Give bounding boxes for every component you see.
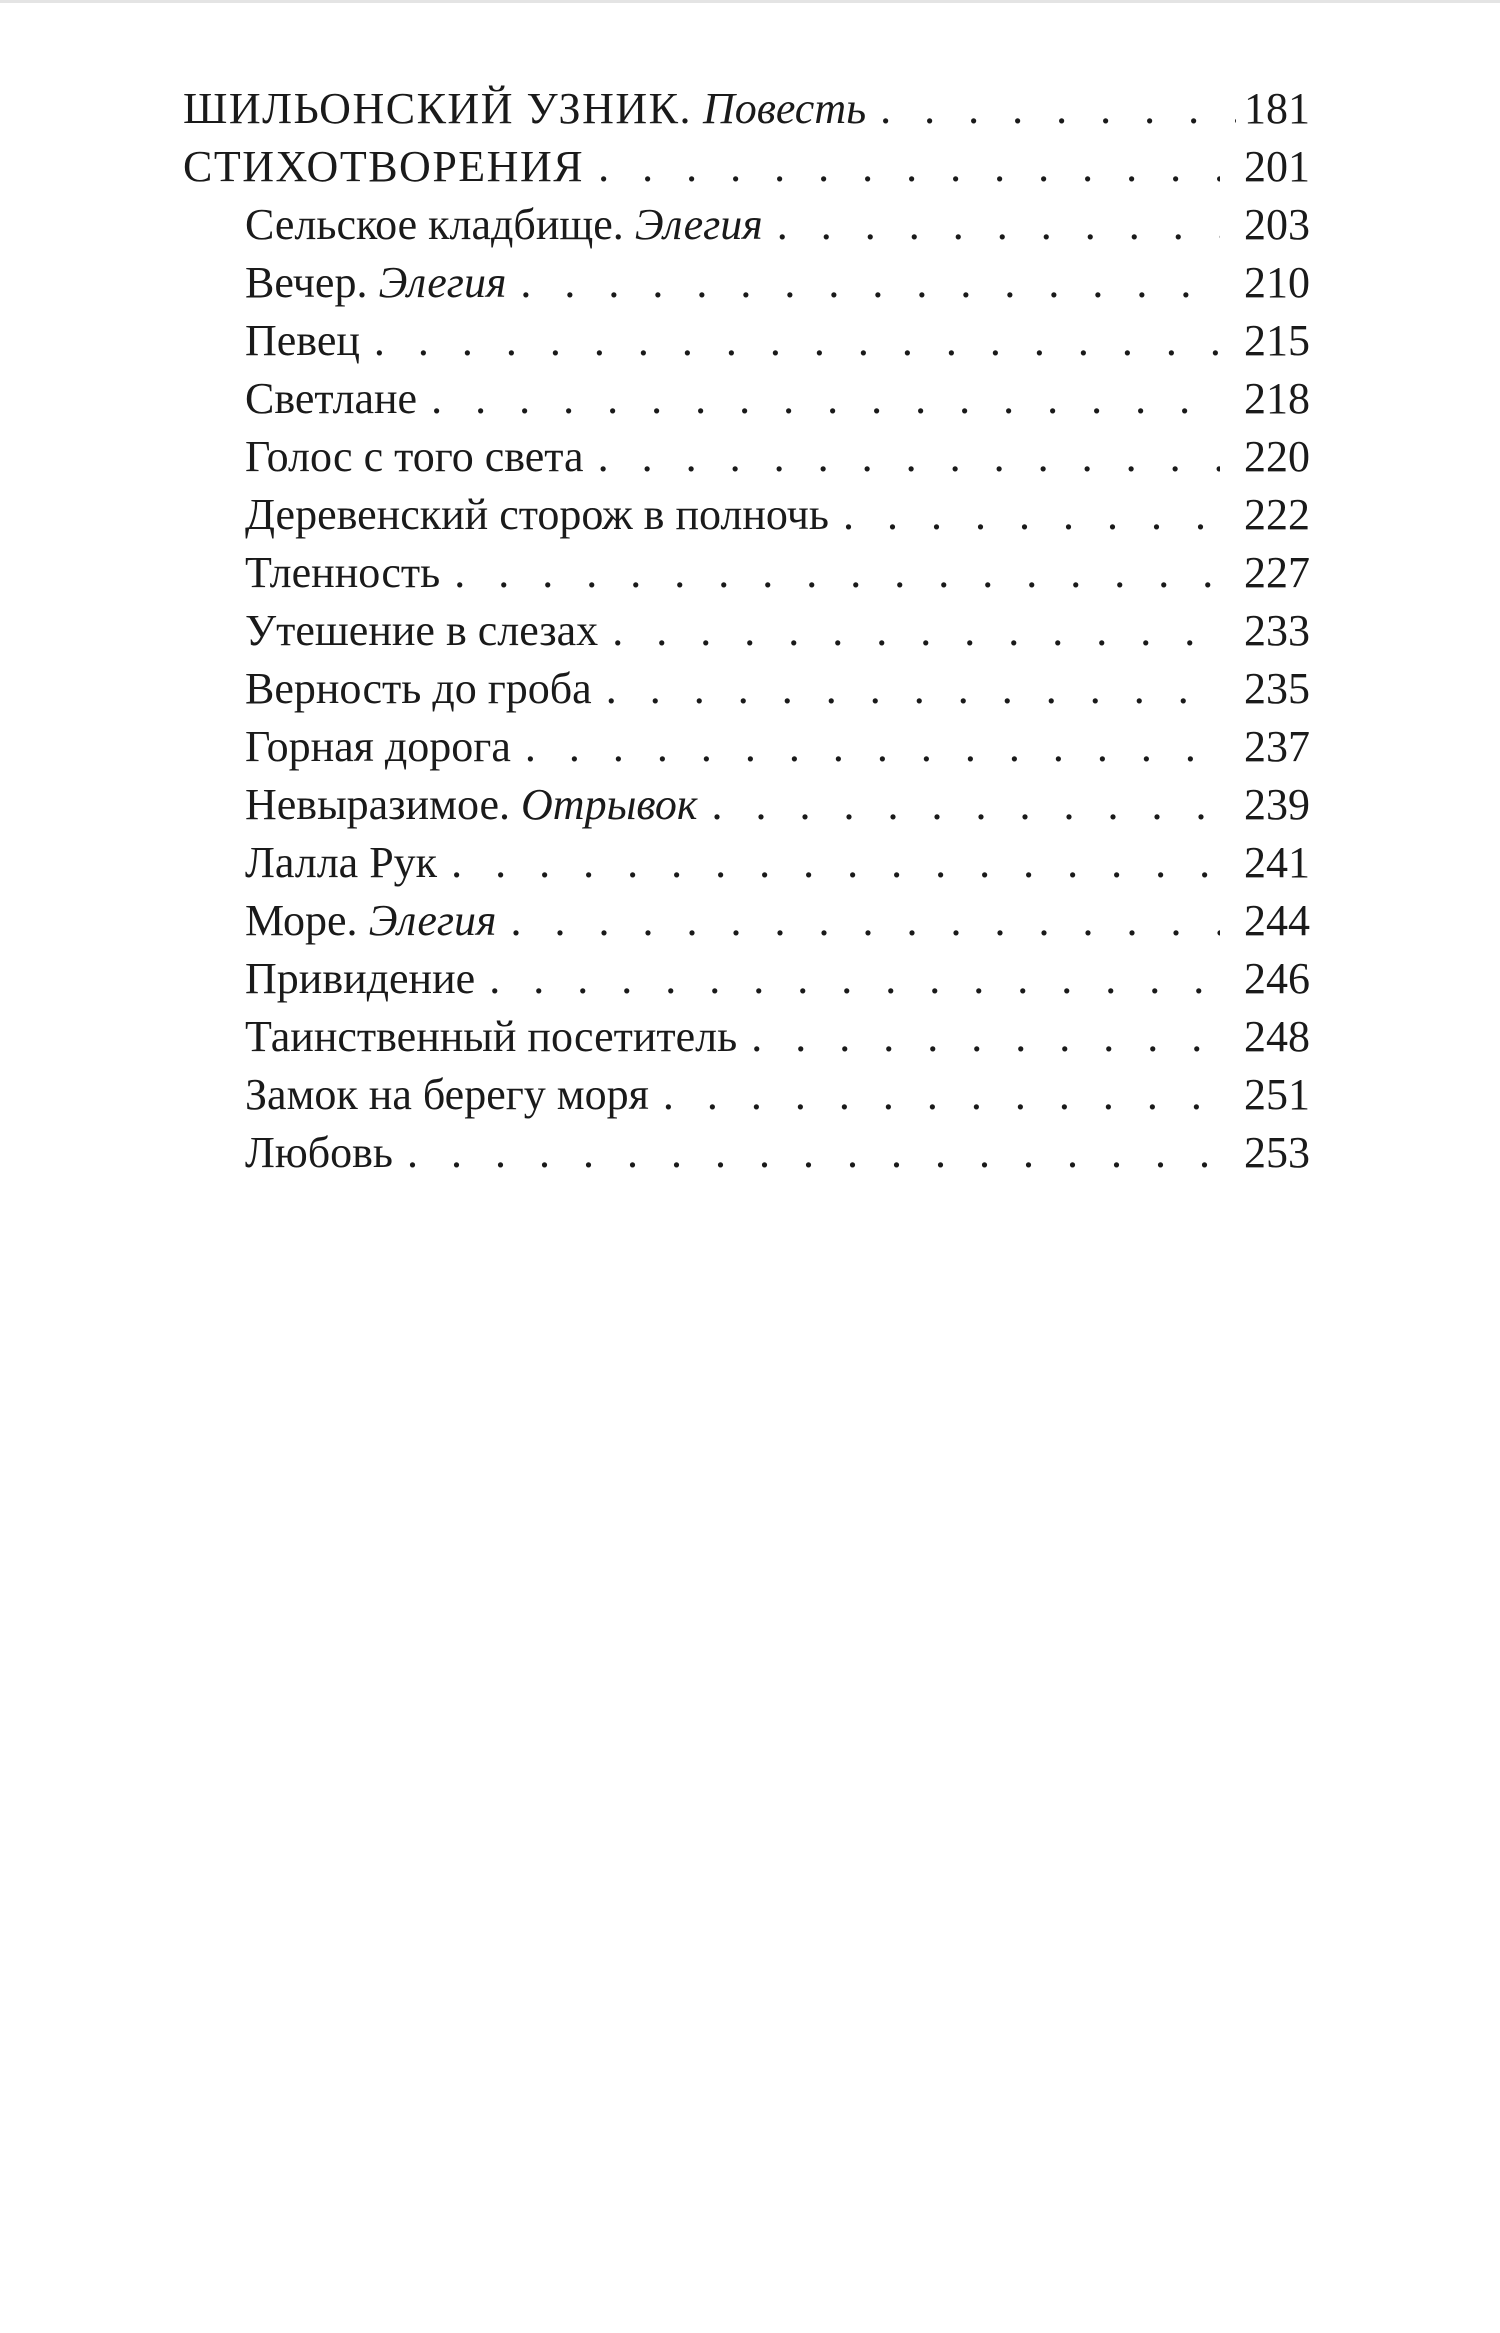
dot-leader [711,776,1220,834]
toc-entry-page: 248 [1244,1012,1310,1061]
toc-entry-page: 203 [1244,200,1310,249]
toc-entry-title [245,602,598,660]
toc-entry-page: 233 [1244,606,1310,655]
toc-entry-page: 251 [1244,1070,1310,1119]
toc-entry-title [183,138,584,196]
dot-leader [525,718,1220,776]
toc-entry-title [245,544,440,602]
dot-leader [520,254,1220,312]
dot-leader [407,1124,1220,1182]
toc-entry-main-title: Утешение в слезах [245,606,599,655]
toc-entry-lyubov [183,1124,1310,1182]
dot-leader [511,892,1220,950]
toc-entry-page: 220 [1244,432,1310,481]
toc-entry-main-title: Тленность [245,548,441,597]
dot-leader [374,312,1220,370]
toc-entry-page: 239 [1244,780,1310,829]
toc-entry-title [245,718,511,776]
toc-entry-main-title: ШИЛЬОНСКИЙ УЗНИК. [183,84,692,133]
dot-leader [606,660,1220,718]
toc-entry-gornaya-doroga [183,718,1310,776]
toc-entry-main-title: Вечер. [245,258,368,307]
toc-entry-subtitle: Повесть [702,84,867,133]
toc-entry-uteshenie-v-slezakh [183,602,1310,660]
toc-entry-title [245,776,697,834]
toc-entry-main-title: СТИХОТВОРЕНИЯ [183,142,585,191]
dot-leader [751,1008,1220,1066]
toc-entry-more [183,892,1310,950]
toc-entry-main-title: Привидение [245,954,476,1003]
toc-entry-main-title: Море. [245,896,358,945]
dot-leader [431,370,1220,428]
toc-entry-title [245,428,584,486]
toc-entry-title [245,892,497,950]
toc-entry-page: 222 [1244,490,1310,539]
toc-entry-stikhotvoreniya [183,138,1310,196]
toc-entry-zamok-na-beregu-morya [183,1066,1310,1124]
toc-entry-vecher [183,254,1310,312]
toc-entry-page: 235 [1244,664,1310,713]
toc-entry-golos-s-togo-sveta [183,428,1310,486]
dot-leader [598,428,1220,486]
dot-leader [663,1066,1220,1124]
toc-entry-main-title: Любовь [245,1128,393,1177]
toc-entry-page: 244 [1244,896,1310,945]
toc-entry-nevyrazimoe [183,776,1310,834]
toc-entry-shilonsky-uznik [183,80,1310,138]
toc-entry-title [245,312,360,370]
toc-entry-page: 201 [1244,142,1310,191]
toc-entry-page: 181 [1244,84,1310,133]
toc-entry-title [245,370,417,428]
toc-entry-main-title: Голос с того света [245,432,584,481]
toc-entry-page: 227 [1244,548,1310,597]
toc-entry-page: 237 [1244,722,1310,771]
toc-entry-page: 246 [1244,954,1310,1003]
toc-entry-main-title: Невыразимое. [245,780,511,829]
dot-leader [843,486,1220,544]
dot-leader [489,950,1220,1008]
toc-entry-subtitle: Отрывок [521,780,698,829]
toc-entry-derevensky-storozh [183,486,1310,544]
toc-entry-main-title: Замок на берегу моря [245,1070,649,1119]
toc-entry-tainstvenny-posetitel [183,1008,1310,1066]
toc-entry-page: 253 [1244,1128,1310,1177]
toc-entry-main-title: Деревенский сторож в полночь [245,490,829,539]
toc-entry-title [245,1008,737,1066]
toc-entry-vernost-do-groba [183,660,1310,718]
toc-entry-main-title: Светлане [245,374,418,423]
toc-entry-title [245,834,437,892]
toc-entry-prividenie [183,950,1310,1008]
toc-entry-title [245,1124,393,1182]
toc-entry-title [183,80,866,138]
dot-leader [454,544,1220,602]
toc-entry-subtitle: Элегия [634,200,763,249]
toc-entry-selskoe-kladbishche [183,196,1310,254]
toc-entry-page: 215 [1244,316,1310,365]
toc-entry-title [245,660,592,718]
toc-entry-subtitle: Элегия [378,258,507,307]
toc-entry-title [245,950,475,1008]
dot-leader [612,602,1220,660]
toc-entry-title [245,196,763,254]
toc-entry-svetlane [183,370,1310,428]
toc-entry-tlennost [183,544,1310,602]
toc-entry-main-title: Певец [245,316,360,365]
toc-entry-title [245,1066,649,1124]
toc-entry-subtitle: Элегия [368,896,497,945]
toc-entry-lalla-ruk [183,834,1310,892]
toc-entry-page: 241 [1244,838,1310,887]
page-top-edge [0,0,1500,3]
table-of-contents [183,80,1310,1182]
toc-entry-page: 218 [1244,374,1310,423]
toc-entry-title [245,254,506,312]
toc-entry-title [245,486,829,544]
toc-entry-main-title: Лалла Рук [245,838,438,887]
toc-entry-page: 210 [1244,258,1310,307]
dot-leader [451,834,1220,892]
dot-leader [777,196,1220,254]
toc-entry-pevets [183,312,1310,370]
dot-leader [598,138,1220,196]
dot-leader [880,80,1236,138]
toc-entry-main-title: Горная дорога [245,722,511,771]
toc-entry-main-title: Сельское кладбище. [245,200,624,249]
toc-entry-main-title: Верность до гроба [245,664,592,713]
toc-entry-main-title: Таинственный посетитель [245,1012,738,1061]
